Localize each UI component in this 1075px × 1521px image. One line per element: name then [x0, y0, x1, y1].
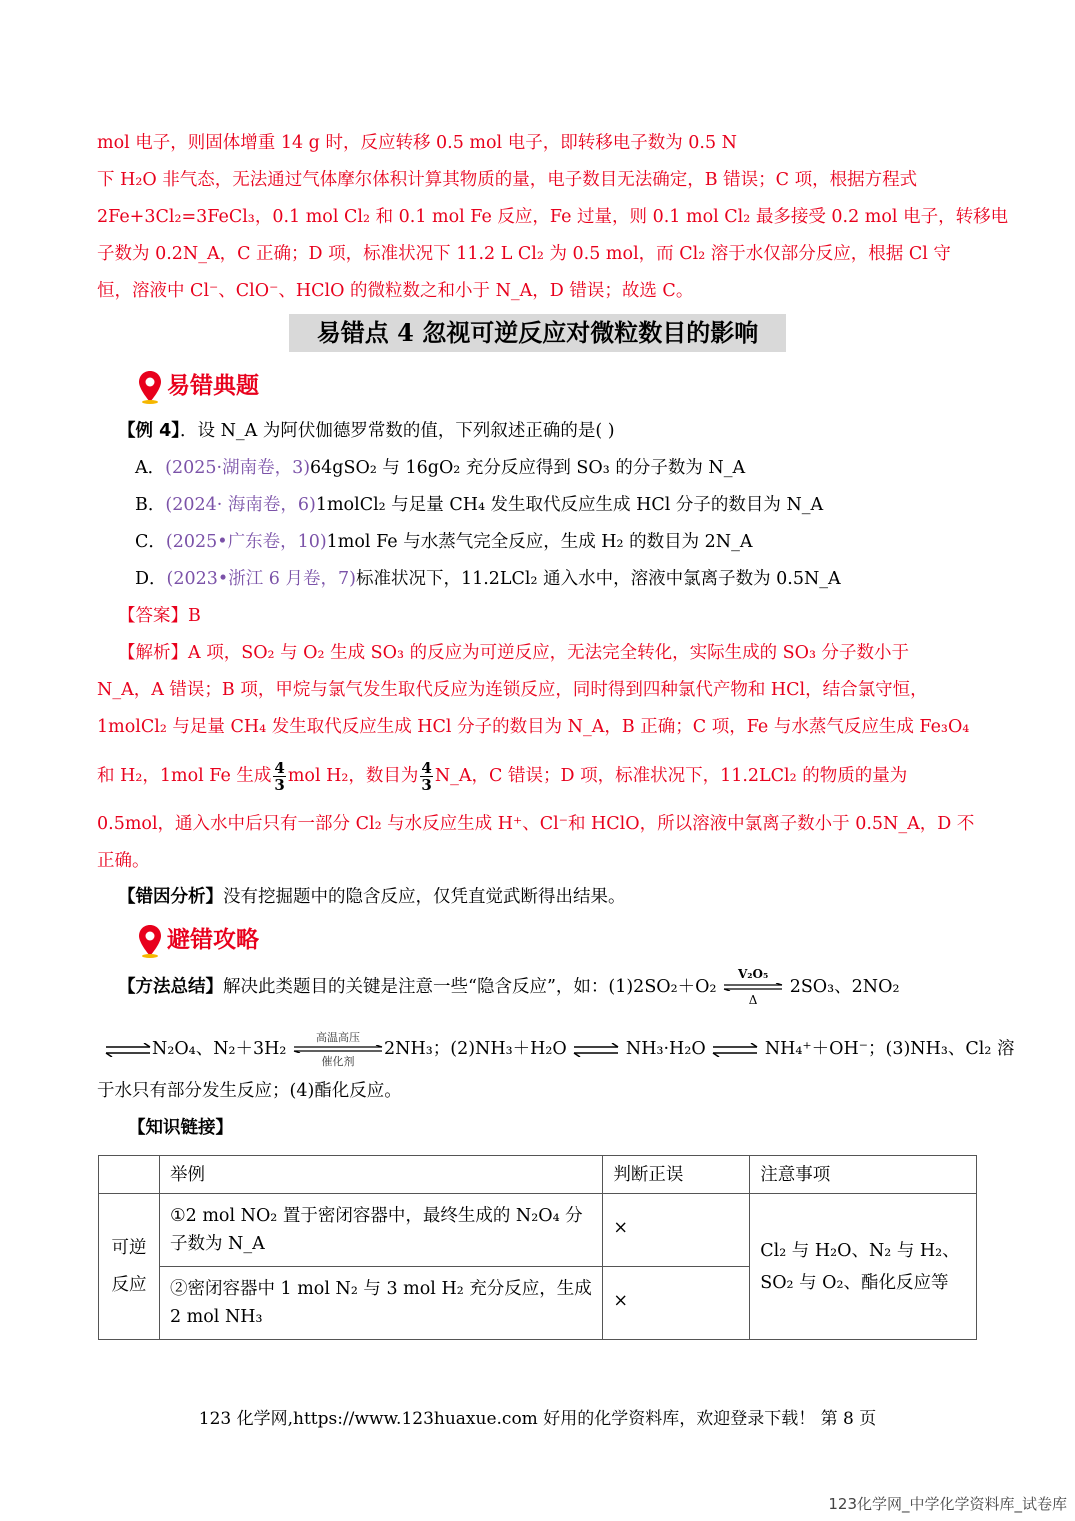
analysis-line-4b: mol H₂，数目为 — [287, 766, 419, 786]
table-header-cell — [99, 1156, 160, 1194]
catalyst-label: V₂O₅ — [737, 967, 769, 981]
method-line-2 — [104, 1031, 1014, 1068]
example-cell — [159, 1267, 602, 1340]
option-b-letter: B． — [135, 495, 166, 515]
analysis — [97, 635, 977, 880]
analysis-line-2: N_A，A 错误；B 项，甲烷与氯气发生取代反应为连锁反应，同时得到四种氯代产物和 HCl，结合氯守恒， — [97, 680, 928, 700]
method-text-2b: 2NH₃；(2)NH₃＋H₂O — [384, 1039, 567, 1059]
heat-label: Δ — [748, 993, 758, 1007]
fraction-denominator-2: 3 — [421, 776, 432, 794]
catalyst-condition — [722, 968, 784, 1007]
option-a-text: 64gSO₂ 与 16gO₂ 充分反应得到 SO₃ 的分子数为 N_A — [310, 458, 746, 478]
section-title: 易错点 4 忽视可逆反应对微粒数目的影响 — [289, 314, 786, 352]
option-b — [135, 487, 823, 524]
equilibrium-arrow-icon — [572, 1043, 620, 1057]
category-line-1: 可逆 — [111, 1237, 147, 1258]
example-stem-text: ．设 N_A 为阿伏伽德罗常数的值，下列叙述正确的是( ) — [180, 421, 615, 441]
typical-heading-text: 易错典题 — [167, 373, 259, 399]
fraction-denominator: 3 — [274, 776, 285, 794]
example-label: 【例 4】 — [118, 421, 181, 441]
fraction-four-thirds — [273, 760, 285, 793]
method-text-2d: NH₄⁺＋OH⁻；(3)NH₃、Cl₂ 溶 — [764, 1039, 1015, 1059]
fraction-numerator: 4 — [274, 759, 285, 777]
typical-heading — [137, 368, 259, 404]
option-c-letter: C． — [135, 532, 166, 552]
note-line-2: SO₂ 与 O₂、酯化反应等 — [760, 1272, 949, 1293]
category-cell — [99, 1194, 160, 1340]
answer: 【答案】B — [118, 606, 201, 626]
prev-analysis — [97, 125, 1009, 310]
error-cause-text: 没有挖掘题中的隐含反应，仅凭直觉武断得出结果。 — [223, 887, 626, 907]
analysis-line-1: 【解析】A 项，SO₂ 与 O₂ 生成 SO₃ 的反应为可逆反应，无法完全转化，实际生成的 SO₃ 分子数小于 — [118, 643, 910, 663]
method-text-1: 解决此类题目的关键是注意一些“隐含反应”，如：(1)2SO₂＋O₂ — [223, 977, 717, 997]
haber-condition — [292, 1032, 384, 1068]
prev-analysis-line-5: 恒，溶液中 Cl⁻、ClO⁻、HClO 的微粒数之和小于 N_A，D 错误；故选 C。 — [97, 281, 694, 301]
option-c — [135, 524, 753, 561]
example-2-line-1: ②密闭容器中 1 mol N₂ 与 3 mol H₂ 充分反应，生成 — [169, 1279, 592, 1299]
analysis-line-6: 正确。 — [97, 851, 150, 871]
location-pin-icon — [137, 370, 163, 404]
prev-analysis-line-4: 子数为 0.2N_A，C 正确；D 项，标准状况下 11.2 L Cl₂ 为 0.5 mol，而 Cl₂ 溶于水仅部分反应，根据 Cl 守 — [97, 244, 951, 264]
option-d — [135, 561, 841, 598]
table-header-cell: 举例 — [159, 1156, 602, 1194]
option-a — [135, 450, 745, 487]
prev-analysis-line-1: mol 电子，则固体增重 14 g 时，反应转移 0.5 mol 电子，即转移电子数为 0.5 N — [97, 133, 737, 153]
analysis-line-4 — [97, 746, 977, 806]
option-a-letter: A． — [135, 458, 166, 478]
haber-bottom-label: 催化剂 — [321, 1054, 355, 1068]
category-line-2: 反应 — [111, 1274, 147, 1295]
equilibrium-arrow-icon — [722, 983, 784, 991]
equilibrium-arrow-icon — [104, 1043, 152, 1057]
table-header-cell: 判断正误 — [603, 1156, 750, 1194]
option-c-text: 1mol Fe 与水蒸气完全反应，生成 H₂ 的数目为 2N_A — [326, 532, 753, 552]
location-pin-icon — [137, 924, 163, 958]
option-a-source: (2025·湖南卷，3) — [165, 458, 311, 478]
example-stem — [118, 413, 615, 450]
example-1-line-1: ①2 mol NO₂ 置于密闭容器中，最终生成的 N₂O₄ 分 — [169, 1206, 583, 1226]
method-line-3: 于水只有部分发生反应；(4)酯化反应。 — [97, 1081, 402, 1101]
knowledge-label: 【知识链接】 — [128, 1118, 233, 1138]
option-d-letter: D． — [135, 569, 167, 589]
error-cause — [118, 879, 626, 916]
knowledge-table — [98, 1155, 977, 1340]
table-row — [99, 1194, 977, 1267]
note-line-1: Cl₂ 与 H₂O、N₂ 与 H₂、 — [760, 1240, 960, 1261]
judge-cell: × — [603, 1194, 750, 1267]
page-footer: 123 化学网,https://www.123huaxue.com 好用的化学资料库，欢迎登录下载！ 第 8 页 — [198, 1409, 877, 1429]
error-cause-label: 【错因分析】 — [118, 887, 223, 907]
equilibrium-arrow-icon — [711, 1043, 759, 1057]
table-header-cell: 注意事项 — [750, 1156, 977, 1194]
option-c-source: (2025•广东卷，10) — [165, 532, 327, 552]
example-2-line-2: 2 mol NH₃ — [169, 1307, 263, 1327]
avoid-heading-text: 避错攻略 — [167, 927, 259, 953]
option-b-source: (2024· 海南卷，6) — [165, 495, 316, 515]
table-header-row — [99, 1156, 977, 1194]
fraction-four-thirds-2 — [420, 760, 432, 793]
analysis-line-4a: 和 H₂，1mol Fe 生成 — [97, 766, 272, 786]
option-b-text: 1molCl₂ 与足量 CH₄ 发生取代反应生成 HCl 分子的数目为 N_A — [315, 495, 824, 515]
method-text-2c: NH₃·H₂O — [625, 1039, 706, 1059]
note-cell — [750, 1194, 977, 1340]
prev-analysis-line-3: 2Fe+3Cl₂=3FeCl₃，0.1 mol Cl₂ 和 0.1 mol Fe 反应，Fe 过量，则 0.1 mol Cl₂ 最多接受 0.2 mol 电子，转移电 — [97, 207, 1009, 227]
method-text-1-end: 2SO₃、2NO₂ — [789, 977, 900, 997]
haber-top-label: 高温高压 — [316, 1030, 361, 1044]
method-line-1 — [118, 968, 899, 1007]
equilibrium-arrow-icon — [292, 1045, 384, 1053]
avoid-heading — [137, 922, 259, 958]
analysis-line-4c: N_A，C 错误；D 项，标准状况下，11.2LCl₂ 的物质的量为 — [434, 766, 908, 786]
example-1-line-2: 子数为 N_A — [169, 1234, 265, 1254]
example-cell — [159, 1194, 602, 1267]
judge-cell: × — [603, 1267, 750, 1340]
analysis-line-5: 0.5mol，通入水中后只有一部分 Cl₂ 与水反应生成 H⁺、Cl⁻和 HClO，所以溶液中氯离子数小于 0.5N_A，D 不 — [97, 814, 975, 834]
analysis-line-3: 1molCl₂ 与足量 CH₄ 发生取代反应生成 HCl 分子的数目为 N_A，B 正确；C 项，Fe 与水蒸气反应生成 Fe₃O₄ — [97, 717, 970, 737]
option-d-text: 标准状况下，11.2LCl₂ 通入水中，溶液中氯离子数为 0.5N_A — [355, 569, 841, 589]
option-d-source: (2023•浙江 6 月卷，7) — [166, 569, 356, 589]
method-label: 【方法总结】 — [118, 977, 223, 997]
corner-watermark: 123化学网_中学化学资料库_试卷库 — [828, 1495, 1067, 1513]
fraction-numerator-2: 4 — [421, 759, 432, 777]
method-text-2a: N₂O₄、N₂＋3H₂ — [152, 1039, 287, 1059]
prev-analysis-line-2: 下 H₂O 非气态，无法通过气体摩尔体积计算其物质的量，电子数目无法确定，B 错误；C 项，根据方程式 — [97, 170, 918, 190]
